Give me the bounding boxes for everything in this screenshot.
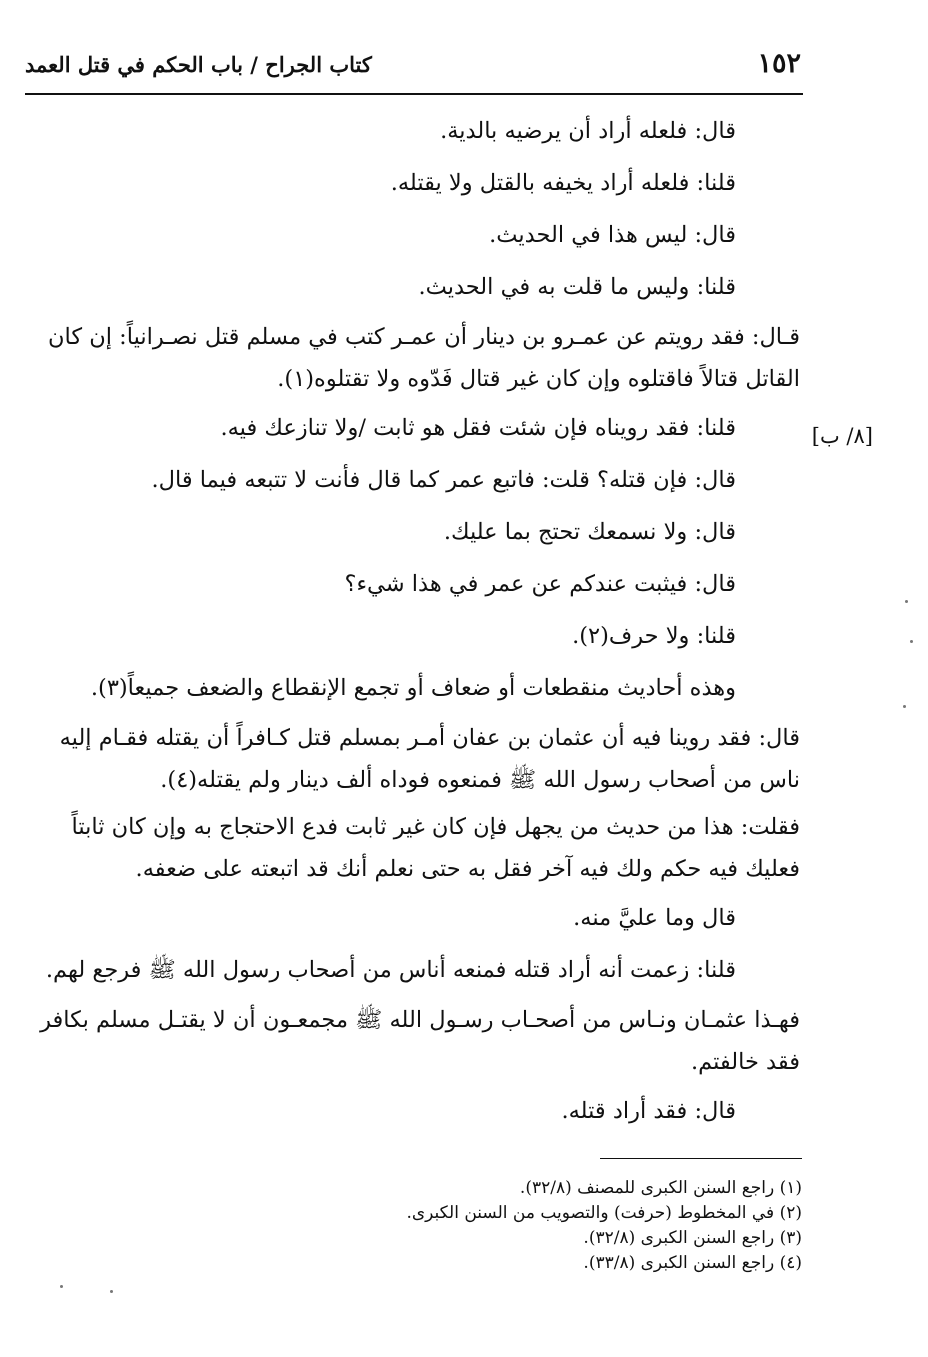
paragraph: قال وما عليَّ منه. [573, 905, 736, 931]
page-header [25, 48, 801, 92]
paragraph: قال: ولا نسمعك تحتج بما عليك. [443, 519, 736, 545]
paragraph: قال: فإن قتله؟ قلت: فاتبع عمر كما قال فأنت لا تتبعه فيما قال. [151, 467, 736, 493]
paragraph: قال: فقد أراد قتله. [561, 1098, 736, 1124]
footnote-rule [600, 1158, 802, 1159]
paragraph: قال: فلعله أراد أن يرضيه بالدية. [440, 118, 736, 144]
paragraph: فهـذا عثمـان ونـاس من أصحـاب رسـول الله ﷺ مجمعـون أن لا يقتـل مسلم بكافر فقد خالفتم. [40, 1007, 800, 1075]
footnote: (١) راجع السنن الكبرى للمصنف (٣٢/٨). [519, 1178, 802, 1198]
paragraph: قال: ليس هذا في الحديث. [489, 222, 736, 248]
scan-speck [60, 1285, 63, 1288]
scan-speck [910, 640, 913, 643]
paragraph: قـال: فقد رويتم عن عمـرو بن دينار أن عمـر كتب في مسلم قتل نصـرانياً: إن كان القاتل قتالاً فاقتلوه وإن كان غير قتال فَدّوه ولا تقتلوه(١). [48, 324, 800, 392]
paragraph: وهذه أحاديث منقطعات أو ضعاف أو تجمع الإنقطاع والضعف جميعاً(٣). [90, 675, 736, 701]
paragraph: قلنا: ولا حرف(٢). [572, 623, 736, 649]
paragraph: قلنا: وليس ما قلت به في الحديث. [418, 274, 736, 300]
footnotes [320, 1176, 802, 1276]
header-rule [25, 93, 803, 95]
footnote: (٢) في المخطوط (حرفت) والتصويب من السنن الكبرى. [406, 1203, 802, 1223]
margin-folio-note: [٨/ ب] [811, 424, 873, 448]
main-text [25, 108, 800, 1140]
paragraph: قلنا: فلعله أراد يخيفه بالقتل ولا يقتله. [390, 170, 736, 196]
paragraph: قلنا: زعمت أنه أراد قتله فمنعه أناس من أصحاب رسول الله ﷺ فرجع لهم. [45, 957, 736, 983]
running-title: كتاب الجراح / باب الحكم في قتل العمد [25, 52, 372, 77]
paragraph: قال: فيثبت عندكم عن عمر في هذا شيء؟ [344, 571, 736, 597]
paragraph: قلنا: فقد رويناه فإن شئت فقل هو ثابت /ولا تنازعك فيه. [220, 415, 736, 441]
scan-speck [110, 1290, 113, 1293]
page-number: ١٥٢ [757, 48, 801, 79]
paragraph: فقلت: هذا من حديث من يجهل فإن كان غير ثابت فدع الاحتجاج به وإن كان ثابتاً فعليك فيه حكم ولك فيه آخر فقل به حتى نعلم أنك قد اتبعته على ضعفه. [71, 814, 800, 882]
footnote: (٤) راجع السنن الكبرى (٣٣/٨). [583, 1253, 802, 1273]
scan-speck [905, 600, 908, 603]
scan-speck [903, 705, 906, 708]
footnote: (٣) راجع السنن الكبرى (٣٢/٨). [583, 1228, 802, 1248]
paragraph: قال: فقد روينا فيه أن عثمان بن عفان أمـر بمسلم قتل كـافراً أن يقتله فقـام إليه ناس من أصحاب رسول الله ﷺ فمنعوه فوداه ألف دينار ولم يقتله(٤). [59, 725, 800, 793]
